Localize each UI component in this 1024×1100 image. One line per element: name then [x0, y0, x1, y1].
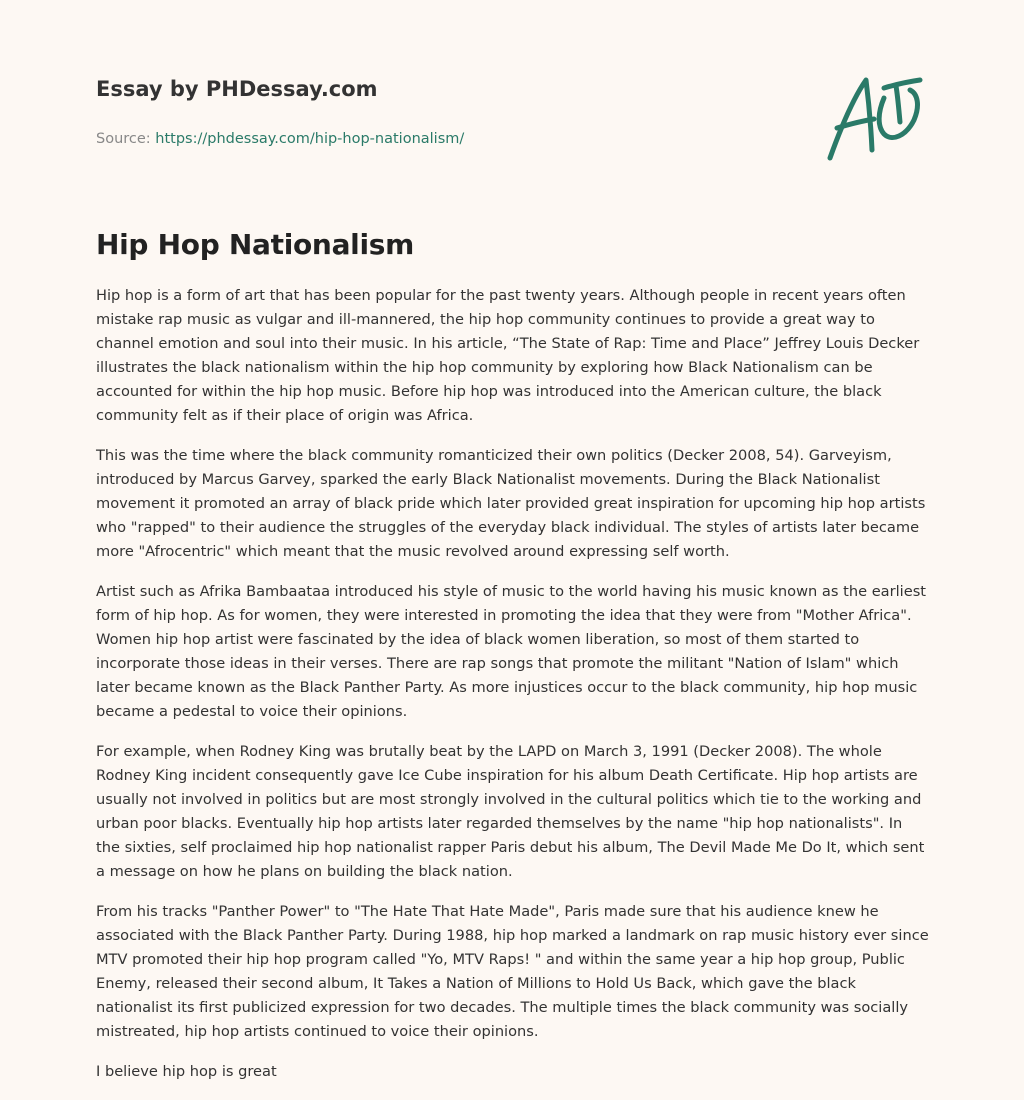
- page-header: [96, 74, 796, 149]
- essay-body: [96, 284, 930, 1100]
- source-line: [96, 129, 796, 149]
- paragraph: I believe hip hop is great: [96, 1063, 277, 1080]
- paragraph: For example, when Rodney King was brutally beat by the LAPD on March 3, 1991 (Decker 2008). The whole Rodney King incident consequently gave Ice Cube inspiration for his album Death Certificate. Hip hop artists are usually not involved in politics but are most strongly involved in the cultural politics which tie to the working and urban poor blacks. Eventually hip hop artists later regarded themselves by the name "hip hop nationalists". In the sixties, self proclaimed hip hop nationalist rapper Paris debut his album, The Devil Made Me Do It, which sent a message on how he plans on building the black nation.: [96, 743, 925, 880]
- paragraph: From his tracks "Panther Power" to "The Hate That Hate Made", Paris made sure that his audience knew he associated with the Black Panther Party. During 1988, hip hop marked a landmark on rap music history ever since MTV promoted their hip hop program called "Yo, MTV Raps! " and within the same year a hip hop group, Public Enemy, released their second album, It Takes a Nation of Millions to Hold Us Back, which gave the black nationalist its first publicized expression for two decades. The multiple times the black community was socially mistreated, hip hop artists continued to voice their opinions.: [96, 903, 929, 1040]
- essay-title: Hip Hop Nationalism: [96, 228, 414, 261]
- source-link[interactable]: https://phdessay.com/hip-hop-nationalism/: [155, 131, 465, 147]
- paragraph: Hip hop is a form of art that has been popular for the past twenty years. Although people in recent years often mistake rap music as vulgar and ill-mannered, the hip hop community continues to provide a great way to channel emotion and soul into their music. In his article, “The State of Rap: Time and Place” Jeffrey Louis Decker illustrates the black nationalism within the hip hop community by exploring how Black Nationalism can be accounted for within the hip hop music. Before hip hop was introduced into the American culture, the black community felt as if their place of origin was Africa.: [96, 287, 920, 424]
- source-label: Source:: [96, 131, 156, 147]
- a-plus-grade-icon: [822, 68, 928, 164]
- site-brand: Essay by PHDessay.com: [96, 77, 378, 101]
- paragraph: This was the time where the black community romanticized their own politics (Decker 2008, 54). Garveyism, introduced by Marcus Garvey, sparked the early Black Nationalist movements. During the Black Nationalist movement it promoted an array of black pride which later provided great inspiration for upcoming hip hop artists who "rapped" to their audience the struggles of the everyday black individual. The styles of artists later became more "Afrocentric" which meant that the music revolved around expressing self worth.: [96, 447, 926, 560]
- paragraph: Artist such as Afrika Bambaataa introduced his style of music to the world having his music known as the earliest form of hip hop. As for women, they were interested in promoting the idea that they were from "Mother Africa". Women hip hop artist were fascinated by the idea of black women liberation, so most of them started to incorporate those ideas in their verses. There are rap songs that promote the militant "Nation of Islam" which later became known as the Black Panther Party. As more injustices occur to the black community, hip hop music became a pedestal to voice their opinions.: [96, 583, 927, 720]
